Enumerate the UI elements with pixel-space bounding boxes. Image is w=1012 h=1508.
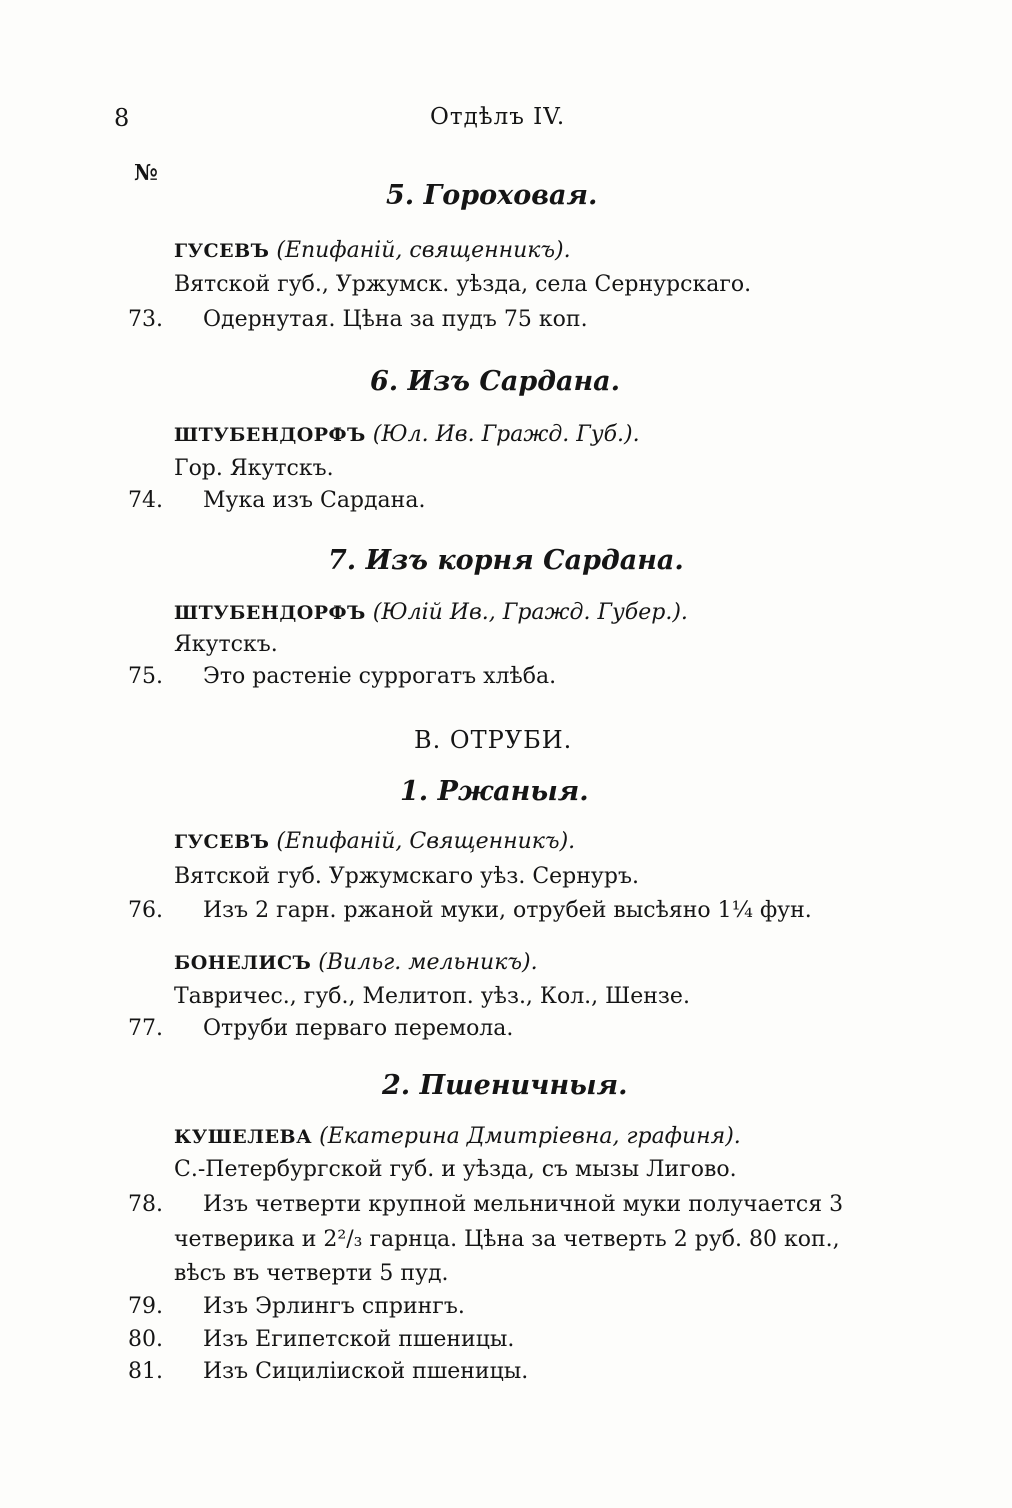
entry-number: 73. (128, 307, 163, 332)
exhibitor-line (174, 422, 640, 447)
entry-number: 81. (128, 1359, 163, 1384)
entry-number: 78. (128, 1192, 163, 1217)
entry-text: Мука изъ Сардана. (203, 488, 426, 513)
exhibitor-role: (Епифаній, священникъ). (276, 238, 571, 263)
exhibitor-role: (Епифаній, Священникъ). (276, 829, 576, 854)
exhibitor-name: ШТУБЕНДОРФЪ (174, 602, 366, 624)
entry-text: Это растеніе суррогатъ хлѣба. (203, 664, 557, 689)
exhibitor-location: Вятской губ., Уржумск. уѣзда, села Сернурскаго. (174, 272, 752, 297)
running-title: Отдѣлъ IV. (430, 104, 566, 130)
entry-number: 79. (128, 1294, 163, 1319)
exhibitor-name: ГУСЕВЪ (174, 240, 270, 262)
exhibitor-location: Гор. Якутскъ. (174, 456, 334, 481)
exhibitor-role: (Юлій Ив., Гражд. Губер.). (372, 600, 688, 625)
section-heading: 6. Изъ Сардана. (370, 366, 621, 397)
exhibitor-role: (Вильг. мельникъ). (318, 950, 538, 975)
entry-text: Изъ Сициліиской пшеницы. (203, 1359, 529, 1384)
entry-text: Изъ 2 гарн. ржаной муки, отрубей высѣяно 1¼ фун. (203, 898, 812, 923)
margin-number-sign: № (134, 160, 158, 186)
exhibitor-name: ШТУБЕНДОРФЪ (174, 424, 366, 446)
exhibitor-line (174, 950, 538, 975)
exhibitor-line (174, 829, 575, 854)
exhibitor-line (174, 238, 571, 263)
entry-text-line: Изъ четверти крупной мельничной муки получается 3 (203, 1192, 844, 1217)
entry-text: Изъ Египетской пшеницы. (203, 1327, 515, 1352)
entry-number: 80. (128, 1327, 163, 1352)
exhibitor-name: БОНЕЛИСЪ (174, 952, 312, 974)
subsection-heading: 2. Пшеничныя. (382, 1070, 628, 1101)
entry-text-line: вѣсъ въ четверти 5 пуд. (174, 1261, 449, 1286)
exhibitor-role: (Юл. Ив. Гражд. Губ.). (372, 422, 640, 447)
entry-text-line: четверика и 2²/₃ гарнца. Цѣна за четверть 2 руб. 80 коп., (174, 1227, 840, 1252)
exhibitor-line (174, 600, 688, 625)
exhibitor-name: ГУСЕВЪ (174, 831, 270, 853)
entry-number: 76. (128, 898, 163, 923)
section-heading: 7. Изъ корня Сардана. (328, 545, 684, 576)
entry-number: 77. (128, 1016, 163, 1041)
entry-text: Одернутая. Цѣна за пудъ 75 коп. (203, 307, 588, 332)
exhibitor-location: Вятской губ. Уржумскаго уѣз. Сернуръ. (174, 864, 639, 889)
exhibitor-location: С.-Петербургской губ. и уѣзда, съ мызы Лигово. (174, 1157, 737, 1182)
exhibitor-name: КУШЕЛЕВА (174, 1126, 313, 1148)
subsection-heading: 1. Ржаныя. (400, 776, 589, 807)
exhibitor-location: Тавричес., губ., Мелитоп. уѣз., Кол., Шензе. (174, 984, 690, 1009)
entry-number: 74. (128, 488, 163, 513)
entry-text: Изъ Эрлингъ спрингъ. (203, 1294, 465, 1319)
section-heading: 5. Гороховая. (386, 180, 598, 211)
exhibitor-location: Якутскъ. (174, 632, 278, 657)
entry-number: 75. (128, 664, 163, 689)
part-title: В. ОТРУБИ. (414, 726, 573, 754)
exhibitor-line (174, 1124, 741, 1149)
entry-text: Отруби перваго перемола. (203, 1016, 514, 1041)
page-number: 8 (114, 104, 130, 132)
exhibitor-role: (Екатерина Дмитріевна, графиня). (319, 1124, 741, 1149)
